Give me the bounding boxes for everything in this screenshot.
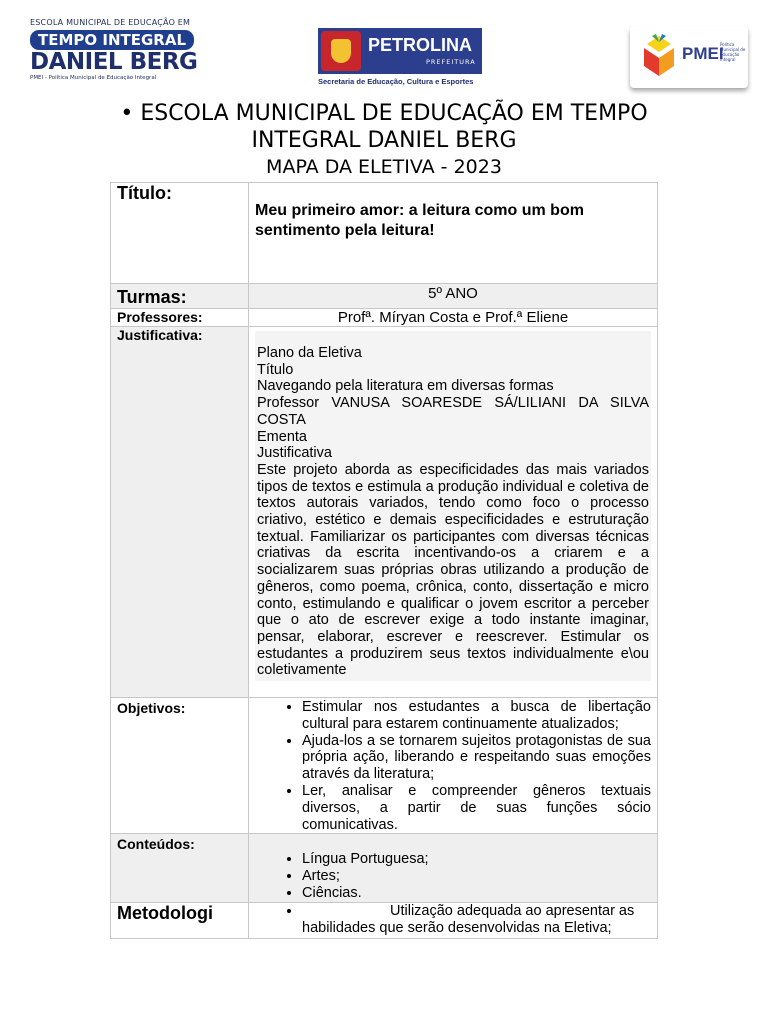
just-paragraph: Este projeto aborda as especificidades das mais variados tipos de textos e estimula a produção individual e coletiva de textos autorais variados, tendo como foco o processo criativo, estético e demais especificidades e estruturação textual. Familiarizar os participantes com diversas técnicas criativas da escrita incentivando-os a criarem e a socializarem suas próprias obras utilizando a produção de gêneros, como poema, crônica, conto, dissertação e micro conto, estimulando e qualificar o jovem escritor a perceber que o ato de escrever exige a todo instante imaginar, pensar, elaborar, escrever e reescrever. Estimular os estudantes a produzirem seus textos individualmente e\ou coletivamente — [257, 461, 649, 679]
just-line-professor: Professor VANUSA SOARESDE SÁ/LILIANI DA SILVA COSTA — [257, 395, 649, 428]
row-titulo — [111, 183, 658, 284]
justificativa-text — [255, 331, 651, 681]
titulo-cell — [249, 183, 658, 284]
just-line-navegando: Navegando pela literatura em diversas formas — [257, 378, 554, 395]
pmei-logo — [630, 26, 748, 88]
document-subtitle: MAPA DA ELETIVA - 2023 — [266, 156, 502, 178]
turmas-label: Turmas: — [111, 284, 249, 309]
just-line-ementa: Ementa — [257, 428, 307, 445]
justificativa-cell — [249, 327, 658, 698]
row-metodologia — [111, 902, 658, 938]
conteudo-item: • Ciências. — [302, 885, 651, 902]
school-logo — [30, 18, 198, 90]
justificativa-label: Justificativa: — [111, 327, 249, 698]
just-line-plano: Plano da Eletiva — [257, 345, 362, 361]
objetivo-item: • Ler, analisar e compreender gêneros textuais diversos, a partir de suas funções sócio comunicativas. — [302, 783, 651, 833]
petrolina-sub: PREFEITURA — [426, 58, 476, 66]
pmei-sub: Política Municipal de Educação Integral — [720, 42, 746, 62]
row-professores — [111, 309, 658, 327]
conteudos-cell — [249, 834, 658, 902]
conteudo-item: • Artes; — [302, 868, 651, 885]
objetivo-item: • Estimular nos estudantes a busca de libertação cultural para estarem continuamente atualizados; — [302, 699, 651, 733]
titulo-line2: sentimento pela leitura! — [255, 222, 435, 239]
just-line-justificativa: Justificativa — [257, 445, 332, 462]
row-justificativa — [111, 327, 658, 698]
professores-label: Professores: — [111, 309, 249, 327]
conteudos-list — [249, 851, 657, 901]
conteudo-item: • Língua Portuguesa; — [302, 851, 651, 868]
school-logo-line1: ESCOLA MUNICIPAL DE EDUCAÇÃO EM — [30, 18, 191, 27]
pmei-mark-icon — [642, 34, 676, 78]
objetivos-label: Objetivos: — [111, 698, 249, 834]
titulo-value — [249, 183, 657, 241]
row-turmas — [111, 284, 658, 309]
school-title-line2: INTEGRAL DANIEL BERG — [251, 128, 517, 153]
metodologia-label: Metodologi — [111, 902, 249, 938]
objetivos-cell — [249, 698, 658, 834]
eletiva-table — [110, 182, 658, 939]
titulo-label: Título: — [111, 183, 249, 284]
school-logo-line4: PMEI - Política Municipal de Educação Integral — [30, 75, 157, 81]
school-logo-line2: TEMPO INTEGRAL — [30, 30, 194, 50]
row-conteudos — [111, 834, 658, 902]
objetivos-list — [249, 699, 657, 833]
objetivo-item: • Ajuda-los a se tornarem sujeitos protagonistas de sua própria ação, liberando e respeitando suas emoções através da literatura; — [302, 733, 651, 783]
metodologia-text: Utilização adequada ao apresentar as habilidades que serão desenvolvidas na Eletiva; — [302, 902, 635, 936]
metodologia-cell — [249, 902, 658, 938]
professores-value: Profª. Míryan Costa e Prof.ª Eliene — [249, 309, 658, 327]
just-line-titulo: Título — [257, 361, 294, 378]
titulo-line1: Meu primeiro amor: a leitura como um bom — [255, 202, 584, 219]
pmei-name: PMEI — [682, 44, 724, 63]
row-objetivos — [111, 698, 658, 834]
school-title-line1: • ESCOLA MUNICIPAL DE EDUCAÇÃO EM TEMPO — [120, 101, 648, 126]
petrolina-logo — [318, 28, 488, 90]
conteudos-label: Conteúdos: — [111, 834, 249, 902]
metodologia-list — [249, 903, 657, 937]
turmas-value: 5º ANO — [249, 284, 658, 309]
school-logo-line3: DANIEL BERG — [30, 49, 198, 75]
petrolina-secretaria: Secretaria de Educação, Cultura e Esportes — [318, 77, 474, 86]
metodologia-item — [302, 903, 651, 937]
city-seal-icon — [321, 31, 361, 71]
petrolina-name: PETROLINA — [368, 35, 473, 55]
